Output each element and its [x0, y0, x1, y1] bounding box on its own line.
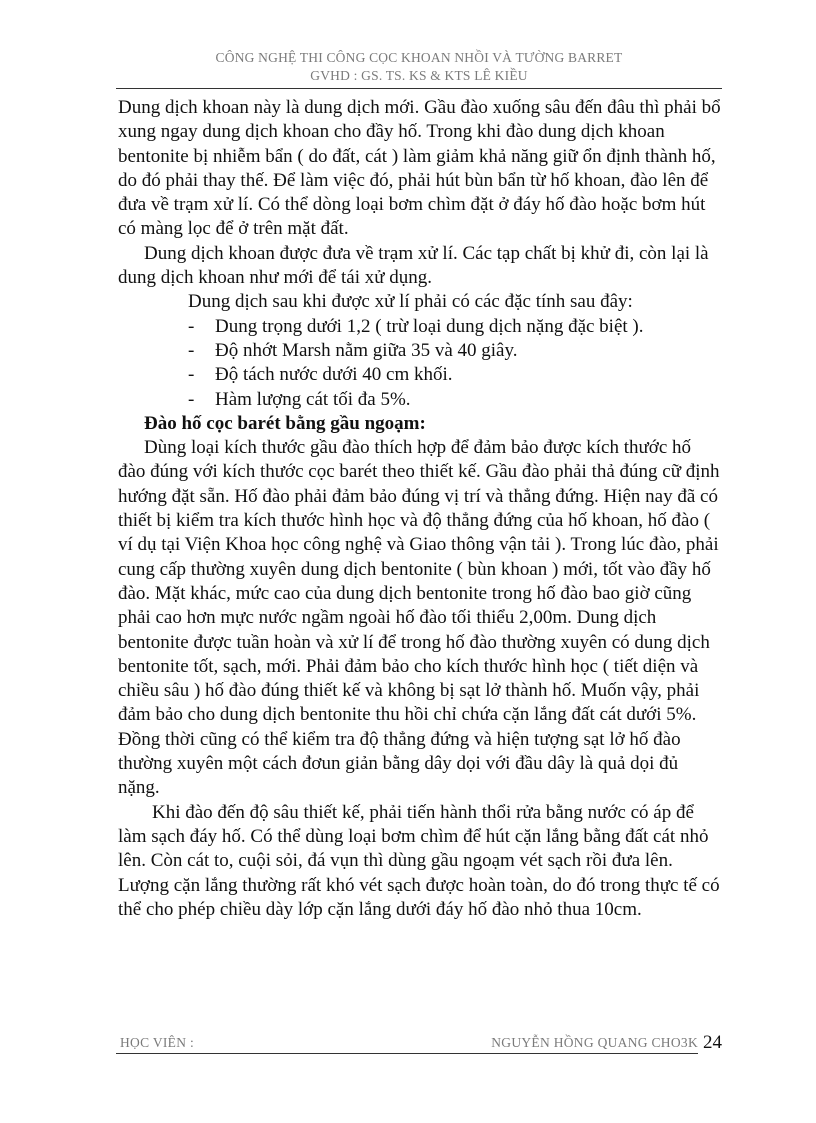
page-header — [116, 49, 722, 85]
paragraph-3: Dung dịch sau khi được xử lí phải có các đặc tính sau đây: — [188, 291, 633, 313]
paragraph-5: Khi đào đến độ sâu thiết kế, phải tiến hành thổi rửa bằng nước có áp để làm sạch đáy hố. Có thể dùng loại bơm chìm để hút cặn lắng bằng đất cát nhỏ lên. Còn cát to, cuội sỏi, đá vụn thì dùng gầu ngoạm vét sạch rồi đưa lên. Lượng cặn lắng thường rất khó vét sạch được hoàn toàn, do đó trong thực tế có thể cho phép chiều dày lớp cặn lắng dưới đáy hố đào nhỏ thua 10cm. — [118, 801, 720, 920]
list-dash: - — [188, 388, 195, 410]
list-item-text: Hàm lượng cát tối đa 5%. — [215, 388, 411, 410]
footer-student-name: NGUYỄN HỒNG QUANG CHO3K — [491, 1035, 698, 1050]
footer-label: HỌC VIÊN : — [120, 1035, 195, 1050]
paragraph-2: Dung dịch khoan được đưa về trạm xử lí. Các tạp chất bị khử đi, còn lại là dung dịch khoan như mới để tái xử dụng. — [118, 242, 709, 289]
list-item — [188, 363, 722, 387]
paragraph-1: Dung dịch khoan này là dung dịch mới. Gầu đào xuống sâu đến đâu thì phải bổ xung ngay dung dịch khoan cho đầy hố. Trong khi đào dung dịch khoan bentonite bị nhiễm bẩn ( do đất, cát ) làm giảm khả năng giữ ổn định thành hố, do đó phải thay thế. Để làm việc đó, phải hút bùn bẩn từ hố khoan, đào lên để đưa về trạm xử lí. Có thể dòng loại bơm chìm đặt ở đáy hố đào hoặc bơm hút có màng lọc để ở trên mặt đất. — [118, 97, 721, 240]
footer-divider — [116, 1053, 698, 1054]
header-supervisor: GVHD : GS. TS. KS & KTS LÊ KIỀU — [310, 68, 528, 83]
property-list — [118, 315, 722, 412]
list-item-text: Độ tách nước dưới 40 cm khối. — [215, 364, 453, 386]
page-body — [118, 96, 722, 922]
list-item — [188, 388, 722, 412]
list-dash: - — [188, 364, 195, 386]
list-item-text: Dung trọng dưới 1,2 ( trừ loại dung dịch nặng đặc biệt ). — [215, 315, 644, 337]
list-item-text: Độ nhớt Marsh nằm giữa 35 và 40 giây. — [215, 339, 518, 361]
page-number: 24 — [703, 1032, 722, 1053]
header-divider — [116, 88, 722, 89]
list-dash: - — [188, 315, 195, 337]
list-item — [188, 339, 722, 363]
list-item — [188, 315, 722, 339]
list-dash: - — [188, 339, 195, 361]
header-title: CÔNG NGHỆ THI CÔNG CỌC KHOAN NHỒI VÀ TƯỜNG BARRET — [215, 50, 623, 65]
paragraph-4: Dùng loại kích thước gầu đào thích hợp để đảm bảo được kích thước hố đào đúng với kích thước cọc barét theo thiết kế. Gầu đào phải thả đúng cữ định hướng đặt sẵn. Hố đào phải đảm bảo đúng vị trí và thẳng đứng. Hiện nay đã có thiết bị kiểm tra kích thước hình học và độ thẳng đứng của hố khoan, hố đào ( ví dụ tại Viện Khoa học công nghệ và Giao thông vận tải ). Trong lúc đào, phải cung cấp thường xuyên dung dịch bentonite ( bùn khoan ) mới, tốt vào đầy hố đào. Mặt khác, mức cao của dung dịch bentonite trong hố đào bao giờ cũng phải cao hơn mực nước ngầm ngoài hố đào tối thiểu 2,00m. Dung dịch bentonite được tuần hoàn và xử lí để trong hố đào thường xuyên có dung dịch bentonite tốt, sạch, mới. Phải đảm bảo cho kích thước hình học ( tiết diện và chiều sâu ) hố đào đúng thiết kế và không bị sạt lở thành hố. Muốn vậy, phải đảm bảo cho dung dịch bentonite thu hồi chỉ chứa cặn lắng đất cát dưới 5%. Đồng thời cũng có thể kiểm tra độ thẳng đứng và hiện tượng sạt lở hố đào thường xuyên một cách đơun giản bằng dây dọi với đầu dây là quả dọi đủ nặng. — [118, 437, 720, 799]
section-heading: Đào hố cọc barét bằng gầu ngoạm: — [144, 412, 426, 434]
page-footer — [116, 1033, 722, 1055]
